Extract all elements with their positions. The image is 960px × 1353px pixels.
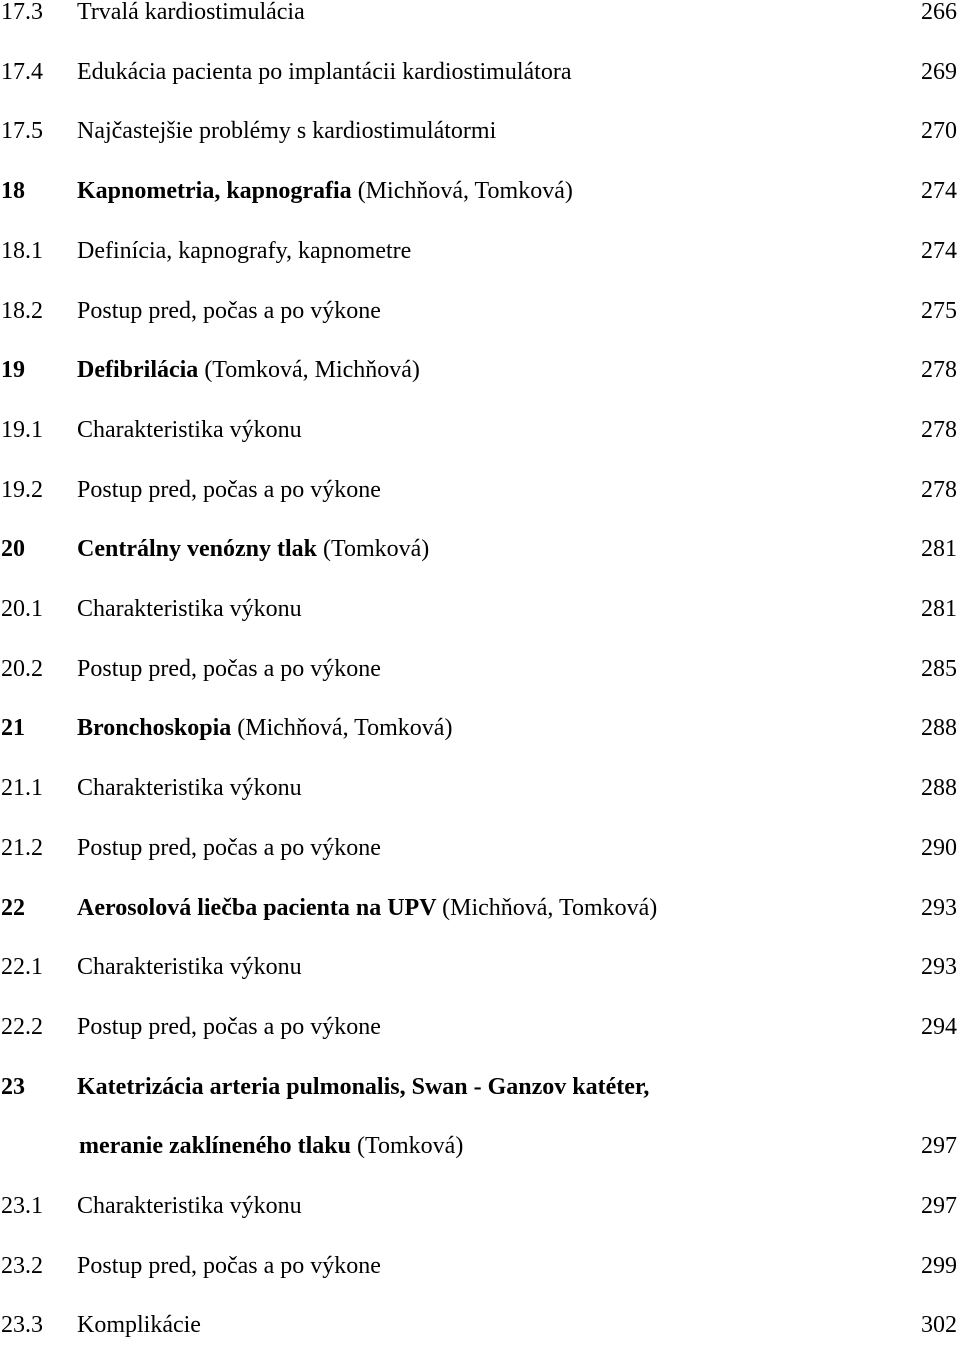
toc-entry-page: 293 [921,894,957,921]
toc-entry-page: 285 [921,655,957,682]
toc-entry-title-text: Aerosolová liečba pacienta na UPV [77,894,437,921]
toc-entry-title-text: meranie zaklíneného tlaku [79,1133,352,1160]
toc-entry-number: 23.1 [1,1193,43,1219]
toc-entry [0,896,960,936]
toc-entry-page: 299 [921,1252,957,1279]
toc-entry-number: 19.2 [1,476,43,503]
toc-entry-title [77,716,452,740]
toc-entry-page: 293 [921,954,957,981]
toc-entry-title [77,836,381,860]
toc-entry-page: 288 [921,715,957,742]
toc-entry-number: 18.1 [1,237,43,264]
toc-entry [0,1254,960,1294]
toc-entry [0,537,960,577]
toc-entry-page: 281 [921,596,957,622]
toc-entry-title [77,1015,381,1039]
toc-entry-title [77,299,381,323]
toc-entry-page: 278 [921,476,957,503]
toc-entry-authors: (Tomková, Michňová) [204,357,420,384]
toc-entry-number: 17.4 [1,58,43,85]
toc-entry-page: 269 [921,58,957,85]
toc-entry-number: 23.2 [1,1252,43,1279]
toc-entry-number: 22.1 [1,954,43,981]
toc-entry-title-text: Charakteristika výkonu [77,1193,302,1219]
toc-entry-title [77,119,496,143]
toc-entry [0,418,960,458]
toc-entry-title-text: Katetrizácia arteria pulmonalis, Swan - Ganzov katéter, [77,1073,650,1100]
toc-entry-title-text: Centrálny venózny tlak [77,536,317,563]
toc-entry-page: 294 [921,1013,957,1040]
toc-entry-title [77,0,305,24]
toc-entry-title [77,1194,302,1218]
toc-entry-title [77,478,381,502]
toc-entry-title-text: Postup pred, počas a po výkone [77,297,381,324]
toc-entry-number: 21.1 [1,775,43,802]
toc-entry-number: 22.2 [1,1013,43,1040]
toc-entry-page: 278 [921,416,957,443]
toc-entry [0,0,960,40]
toc-entry-number: 17.3 [1,0,43,25]
toc-entry-title-text: Kapnometria, kapnografia [77,178,352,205]
toc-entry-number: 18.2 [1,297,43,324]
toc-entry-page: 290 [921,834,957,861]
toc-entry [0,119,960,159]
toc-entry-number: 17.5 [1,118,43,145]
toc-entry-title [77,657,381,681]
toc-entry [0,179,960,219]
toc-entry-title [79,1134,463,1158]
toc-entry-number: 20.2 [1,655,43,682]
toc-entry-title-text: Charakteristika výkonu [77,954,302,981]
toc-entry [0,1313,960,1353]
toc-entry-title-text: Postup pred, počas a po výkone [77,655,381,682]
toc-entry-page: 270 [921,118,957,145]
toc-entry [0,776,960,816]
toc-entry-title [77,955,302,979]
toc-entry [0,1075,960,1115]
toc-entry-title-text: Postup pred, počas a po výkone [77,476,381,503]
toc-entry-title-text: Edukácia pacienta po implantácii kardiostimulátora [77,58,572,85]
toc-entry-page: 297 [921,1193,957,1219]
toc-entry [0,358,960,398]
toc-entry-title-text: Charakteristika výkonu [77,775,302,802]
toc-entry-page: 275 [921,297,957,324]
toc-entry [0,1015,960,1055]
toc-entry-title [77,1075,649,1099]
toc-entry-number: 23.3 [1,1312,43,1339]
toc-entry-page: 288 [921,775,957,802]
toc-entry [0,1134,960,1174]
toc-entry-authors: (Tomková) [323,536,430,563]
toc-entry-authors: (Tomková) [357,1133,464,1160]
toc-entry-authors: (Michňová, Tomková) [237,715,453,742]
toc-entry-title [77,418,302,442]
toc-entry [0,60,960,100]
toc-entry-title [77,896,657,920]
toc-entry-title [77,179,573,203]
toc-entry [0,836,960,876]
toc-entry [0,299,960,339]
toc-entry-title-text: Bronchoskopia [77,715,232,742]
toc-entry-title-text: Charakteristika výkonu [77,416,302,443]
toc-entry [0,239,960,279]
toc-entry-title [77,597,302,621]
toc-entry-authors: (Michňová, Tomková) [442,894,658,921]
toc-entry [0,657,960,697]
toc-entry [0,955,960,995]
toc-entry-number: 21 [1,715,25,742]
toc-entry-number: 21.2 [1,834,43,861]
toc-entry-title [77,239,411,263]
toc-entry-number: 23 [1,1073,25,1100]
toc-entry-title-text: Postup pred, počas a po výkone [77,1013,381,1040]
toc-entry-page: 278 [921,357,957,384]
toc-entry [0,478,960,518]
toc-entry-title [77,1254,381,1278]
toc-entry-title [77,537,429,561]
toc-entry-page: 274 [921,237,957,264]
toc-entry-title [77,776,302,800]
toc-entry-authors: (Michňová, Tomková) [357,178,573,205]
toc-entry [0,716,960,756]
toc-entry-page: 266 [921,0,957,25]
toc-entry [0,1194,960,1234]
toc-entry-page: 302 [921,1312,957,1339]
toc-entry-page: 297 [921,1133,957,1160]
toc-entry-title-text: Najčastejšie problémy s kardiostimulátormi [77,118,497,145]
toc-entry [0,597,960,637]
toc-entry-number: 22 [1,894,25,921]
toc-entry-title-text: Komplikácie [77,1312,201,1339]
toc-entry-number: 18 [1,178,25,205]
toc-entry-title [77,60,571,84]
toc-entry-number: 19 [1,357,25,384]
toc-entry-number: 19.1 [1,416,43,443]
toc-entry-page: 281 [921,536,957,563]
toc-entry-number: 20 [1,536,25,563]
toc-entry-title [77,1313,201,1337]
toc-entry-title-text: Trvalá kardiostimulácia [77,0,305,25]
toc-entry-title [77,358,420,382]
toc-entry-page: 274 [921,178,957,205]
toc-entry-title-text: Definícia, kapnografy, kapnometre [77,237,412,264]
toc-entry-title-text: Postup pred, počas a po výkone [77,1252,381,1279]
toc-entry-number: 20.1 [1,596,43,622]
toc-entry-title-text: Charakteristika výkonu [77,596,302,622]
toc-entry-title-text: Postup pred, počas a po výkone [77,834,381,861]
toc-entry-title-text: Defibrilácia [77,357,199,384]
